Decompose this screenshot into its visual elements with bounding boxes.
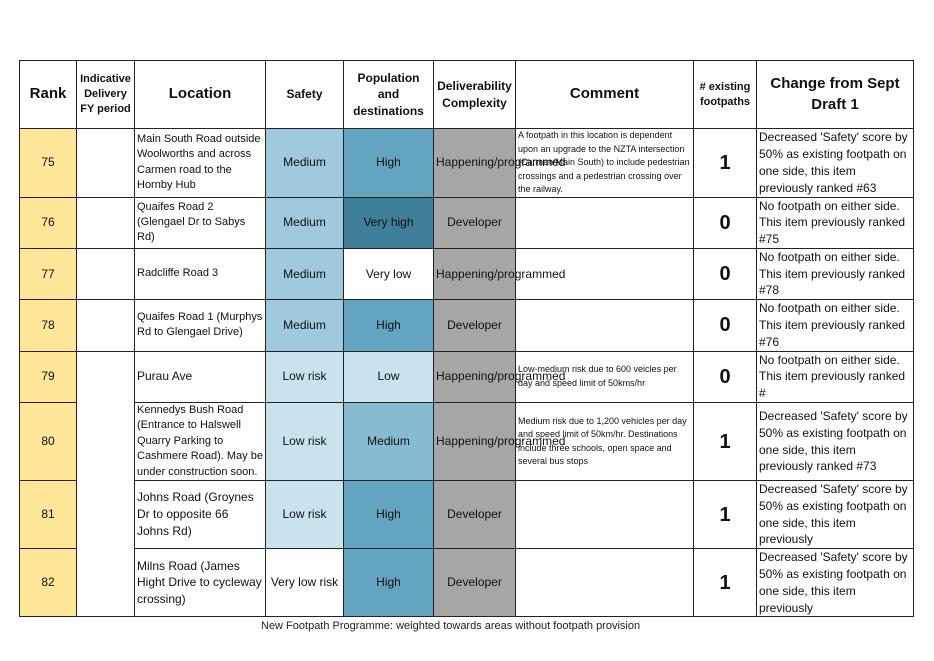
fy-cell [77, 300, 135, 351]
footpaths-count-cell: 1 [694, 481, 757, 549]
comment-cell [516, 300, 694, 351]
footpaths-count-cell: 1 [694, 129, 757, 198]
rank-cell: 76 [20, 197, 77, 248]
deliverability-cell: Happening/programmed [434, 248, 516, 299]
table-row [20, 129, 914, 198]
location-cell: Main South Road outside Woolworths and across Carmen road to the Hornby Hub [135, 129, 266, 198]
comment-cell: Low-medium risk due to 600 veicles per day and speed limit of 50kms/hr [516, 351, 694, 402]
population-cell: High [344, 481, 434, 549]
safety-cell: Low risk [266, 403, 344, 481]
footpaths-count-cell: 0 [694, 300, 757, 351]
change-cell: No footpath on either side. This item previously ranked #76 [757, 300, 914, 351]
population-cell: High [344, 300, 434, 351]
deliverability-cell: Happening/programmed [434, 403, 516, 481]
footpaths-count-cell: 1 [694, 403, 757, 481]
location-cell: Kennedys Bush Road (Entrance to Halswell Quarry Parking to Cashmere Road). May be under construction soon. [135, 403, 266, 481]
table-row [20, 481, 914, 549]
population-cell: Low [344, 351, 434, 402]
location-cell: Milns Road (James Hight Drive to cycleway crossing) [135, 549, 266, 617]
safety-cell: Medium [266, 248, 344, 299]
footpath-programme-table [19, 60, 914, 617]
safety-cell: Low risk [266, 481, 344, 549]
safety-cell: Low risk [266, 351, 344, 402]
header-comment: Comment [516, 61, 694, 129]
change-cell: Decreased 'Safety' score by 50% as existing footpath on one side, this item previously [757, 481, 914, 549]
header-row [20, 61, 914, 129]
comment-cell [516, 197, 694, 248]
rank-cell: 82 [20, 549, 77, 617]
location-cell: Radcliffe Road 3 [135, 248, 266, 299]
rank-cell: 81 [20, 481, 77, 549]
table-row [20, 549, 914, 617]
table-row [20, 197, 914, 248]
deliverability-cell: Developer [434, 197, 516, 248]
comment-cell: A footpath in this location is dependent upon an upgrade to the NZTA intersection (Carmen/Main South) to include pedestrian crossings and a pedestrian crossing over the railway. [516, 129, 694, 198]
location-cell: Quaifes Road 1 (Murphys Rd to Glengael Drive) [135, 300, 266, 351]
change-cell: No footpath on either side. This item previously ranked # [757, 351, 914, 402]
deliverability-cell: Developer [434, 549, 516, 617]
rank-cell: 80 [20, 403, 77, 481]
footpaths-count-cell: 0 [694, 351, 757, 402]
location-cell: Quaifes Road 2 (Glengael Dr to Sabys Rd) [135, 197, 266, 248]
change-cell: Decreased 'Safety' score by 50% as existing footpath on one side, this item previously ranked #63 [757, 129, 914, 198]
header-fy-period: Indicative Delivery FY period [77, 61, 135, 129]
population-cell: Very low [344, 248, 434, 299]
rank-cell: 78 [20, 300, 77, 351]
fy-cell [77, 129, 135, 198]
footpaths-count-cell: 0 [694, 248, 757, 299]
population-cell: Very high [344, 197, 434, 248]
deliverability-cell: Happening/programmed [434, 129, 516, 198]
rank-cell: 77 [20, 248, 77, 299]
rank-cell: 75 [20, 129, 77, 198]
table-row [20, 351, 914, 402]
safety-cell: Medium [266, 197, 344, 248]
header-population: Population and destinations [344, 61, 434, 129]
population-cell: Medium [344, 403, 434, 481]
table-row [20, 248, 914, 299]
change-cell: Decreased 'Safety' score by 50% as existing footpath on one side, this item previously ranked #73 [757, 403, 914, 481]
footpaths-count-cell: 1 [694, 549, 757, 617]
deliverability-cell: Happening/programmed [434, 351, 516, 402]
footpaths-count-cell: 0 [694, 197, 757, 248]
population-cell: High [344, 549, 434, 617]
header-existing-footpaths: # existing footpaths [694, 61, 757, 129]
change-cell: No footpath on either side. This item previously ranked #78 [757, 248, 914, 299]
fy-cell [77, 351, 135, 617]
safety-cell: Medium [266, 300, 344, 351]
comment-cell [516, 481, 694, 549]
header-deliverability: Deliverability Complexity [434, 61, 516, 129]
header-rank: Rank [20, 61, 77, 129]
safety-cell: Very low risk [266, 549, 344, 617]
rank-cell: 79 [20, 351, 77, 402]
population-cell: High [344, 129, 434, 198]
comment-cell: Medium risk due to 1,200 vehicles per day and speed limit of 50km/hr. Destinations include three schools, open space and several bus stops [516, 403, 694, 481]
header-change: Change from Sept Draft 1 [757, 61, 914, 129]
safety-cell: Medium [266, 129, 344, 198]
header-location: Location [135, 61, 266, 129]
table-row [20, 403, 914, 481]
location-cell: Purau Ave [135, 351, 266, 402]
deliverability-cell: Developer [434, 481, 516, 549]
location-cell: Johns Road (Groynes Dr to opposite 66 Johns Rd) [135, 481, 266, 549]
change-cell: Decreased 'Safety' score by 50% as existing footpath on one side, this item previously [757, 549, 914, 617]
deliverability-cell: Developer [434, 300, 516, 351]
page-footer: New Footpath Programme: weighted towards areas without footpath provision [261, 620, 641, 632]
comment-cell [516, 549, 694, 617]
fy-cell [77, 197, 135, 248]
change-cell: No footpath on either side. This item previously ranked #75 [757, 197, 914, 248]
fy-cell [77, 248, 135, 299]
table-row [20, 300, 914, 351]
header-safety: Safety [266, 61, 344, 129]
